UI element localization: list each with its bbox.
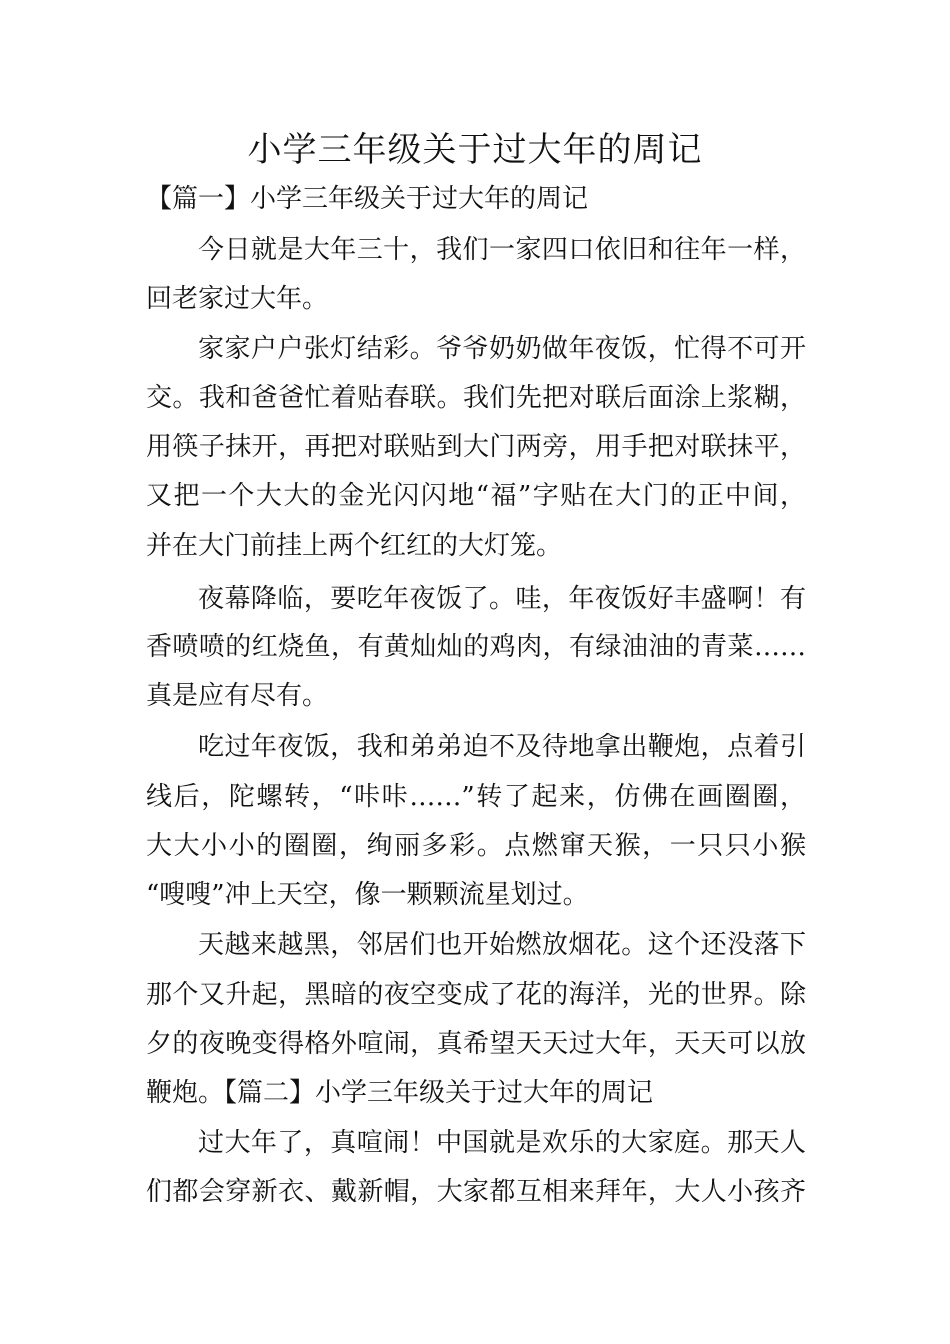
paragraph-line: 交。我和爸爸忙着贴春联。我们先把对联后面涂上浆糊， (146, 383, 806, 413)
paragraph-line: 今日就是大年三十，我们一家四口依旧和往年一样， (198, 235, 806, 265)
paragraph-line: 回老家过大年。 (146, 284, 329, 314)
paragraph-line: 吃过年夜饭，我和弟弟迫不及待地拿出鞭炮，点着引 (198, 732, 806, 762)
paragraph-line: 家家户户张灯结彩。爷爷奶奶做年夜饭，忙得不可开 (198, 334, 806, 364)
paragraph-line: 并在大门前挂上两个红红的大灯笼。 (146, 531, 563, 561)
paragraph-line: 那个又升起，黑暗的夜空变成了花的海洋，光的世界。除 (146, 980, 806, 1010)
paragraph-line: 夕的夜晚变得格外喧闹，真希望天天过大年，天天可以放 (146, 1029, 806, 1059)
paragraph-line: 香喷喷的红烧鱼，有黄灿灿的鸡肉，有绿油油的青菜…… (146, 632, 806, 662)
document-title: 小学三年级关于过大年的周记 (247, 130, 703, 170)
paragraph-line: 天越来越黑，邻居们也开始燃放烟花。这个还没落下 (198, 930, 806, 960)
paragraph-line: 真是应有尽有。 (146, 681, 329, 711)
paragraph-line: 过大年了，真喧闹！中国就是欢乐的大家庭。那天人 (198, 1128, 806, 1158)
paragraph-line: 们都会穿新衣、戴新帽，大家都互相来拜年，大人小孩齐 (146, 1177, 806, 1207)
paragraph-line: 鞭炮。【篇二】小学三年级关于过大年的周记 (146, 1078, 654, 1108)
paragraph-line: 夜幕降临，要吃年夜饭了。哇，年夜饭好丰盛啊！有 (198, 584, 806, 614)
section-heading-1: 【篇一】小学三年级关于过大年的周记 (146, 184, 589, 214)
paragraph-line: 线后，陀螺转，“咔咔……”转了起来，仿佛在画圈圈， (146, 782, 806, 812)
paragraph-line: 大大小小的圈圈，绚丽多彩。点燃窜天猴，一只只小猴 (146, 831, 806, 861)
paragraph-line: 又把一个大大的金光闪闪地“福”字贴在大门的正中间， (146, 481, 806, 511)
paragraph-line: “嗖嗖”冲上天空，像一颗颗流星划过。 (146, 880, 589, 910)
paragraph-line: 用筷子抹开，再把对联贴到大门两旁，用手把对联抹平， (146, 432, 806, 462)
